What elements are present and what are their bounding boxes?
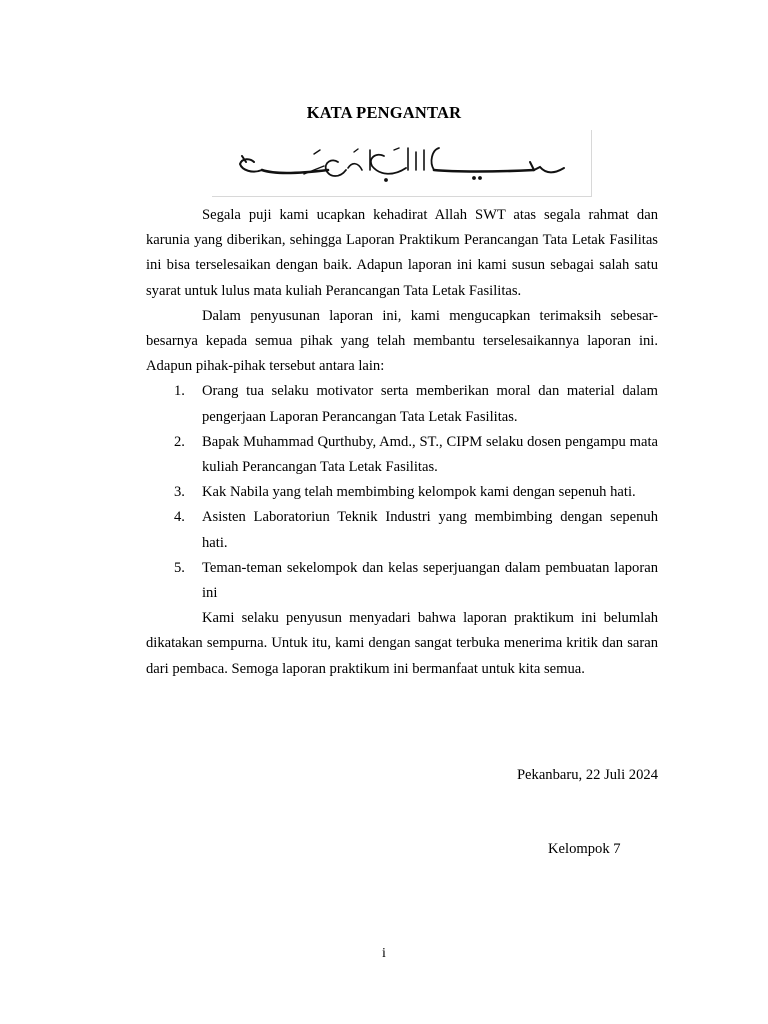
place-date: Pekanbaru, 22 Juli 2024 xyxy=(516,767,658,783)
list-item xyxy=(146,505,658,555)
paragraph-thanks: Dalam penyusunan laporan ini, kami mengucapkan terimaksih sebesar-besarnya kepada semua pihak yang telah membantu terselesaikannya laporan ini. Adapun pihak-pihak tersebut antara lain: xyxy=(146,307,658,375)
body-text xyxy=(146,203,658,682)
list-item-text: Orang tua selaku motivator serta memberikan moral dan material dalam pengerjaan Laporan Perancangan Tata Letak Fasilitas. xyxy=(202,383,658,425)
list-item-text: Asisten Laboratoriun Teknik Industri yang membimbing dengan sepenuh hati. xyxy=(202,509,658,551)
list-item-number: 1. xyxy=(174,383,185,400)
list-item xyxy=(146,430,658,480)
list-item xyxy=(146,480,658,505)
list-item-number: 3. xyxy=(174,484,185,501)
basmala-calligraphy xyxy=(212,130,592,197)
list-item-text: Bapak Muhammad Qurthuby, Amd., ST., CIPM selaku dosen pengampu mata kuliah Perancangan Tata Letak Fasilitas. xyxy=(202,433,658,476)
paragraph-closing: Kami selaku penyusun menyadari bahwa laporan praktikum ini belumlah dikatakan sempurna. Untuk itu, kami dengan sangat terbuka menerima kritik dan saran dari pembaca. Semoga laporan praktikum ini bermanfaat untuk kita semua. xyxy=(146,610,658,677)
list-item-text: Teman-teman sekelompok dan kelas seperjuangan dalam pembuatan laporan ini xyxy=(202,559,658,602)
list-item xyxy=(146,379,658,429)
list-item-number: 5. xyxy=(174,559,185,576)
page-title: KATA PENGANTAR xyxy=(306,103,462,122)
paragraph-opening: Segala puji kami ucapkan kehadirat Allah SWT atas segala rahmat dan karunia yang diberikan, sehingga Laporan Praktikum Perancangan Tata Letak Fasilitas ini bisa terselesaikan dengan baik. Adapun laporan ini kami susun sebagai salah satu syarat untuk lulus mata kuliah Perancangan Tata Letak Fasilitas. xyxy=(146,207,658,299)
page-number: i xyxy=(382,946,386,961)
basmala-calligraphy-image xyxy=(234,140,574,184)
list-item xyxy=(146,556,658,606)
list-item-text: Kak Nabila yang telah membimbing kelompok kami dengan sepenuh hati. xyxy=(202,484,636,501)
acknowledgement-list xyxy=(146,379,658,606)
signature-group: Kelompok 7 xyxy=(548,841,621,857)
list-item-number: 4. xyxy=(174,509,185,526)
list-item-number: 2. xyxy=(174,433,185,450)
